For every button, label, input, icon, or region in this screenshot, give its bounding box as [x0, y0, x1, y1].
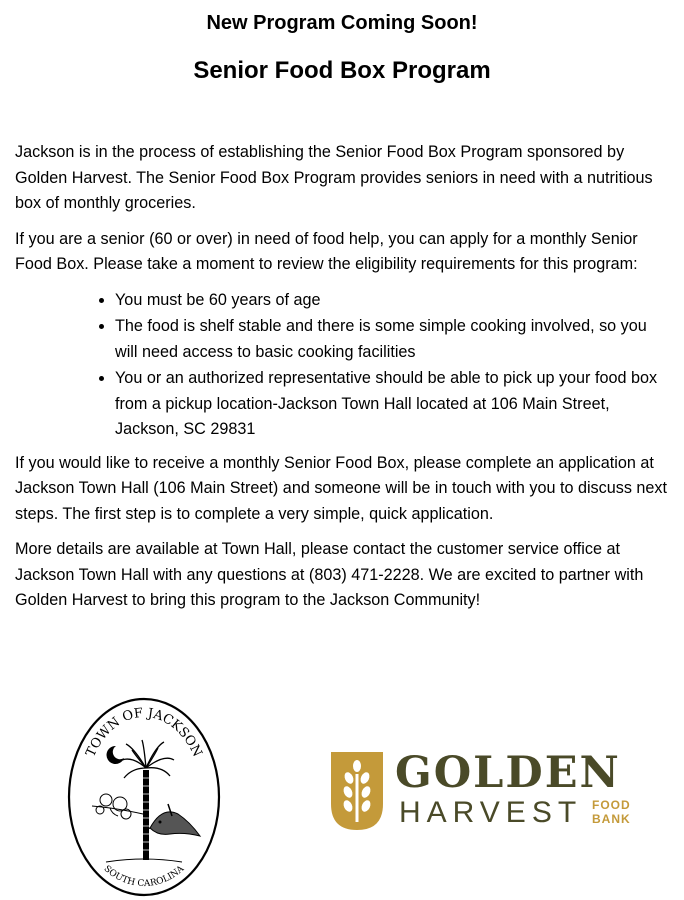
- requirements-list: [15, 288, 669, 443]
- intro-paragraph: Jackson is in the process of establishing the Senior Food Box Program sponsored by Golden Harvest. The Senior Food Box Program provides seniors in need with a nutritious box of monthly groceries.: [15, 143, 653, 212]
- application-paragraph: If you would like to receive a monthly Senior Food Box, please complete an application at Jackson Town Hall (106 Main Street) and someone will be in touch with you to discuss next steps. The first step is to complete a very simple, quick application.: [15, 453, 668, 523]
- wheat-icon: [331, 752, 383, 830]
- seal-bottom-text: SOUTH CAROLINA: [101, 864, 187, 890]
- eligibility-intro-paragraph: If you are a senior (60 or over) in need of food help, you can apply for a monthly Senior Food Box. Please take a moment to review the eligibility requirements for this program:: [15, 229, 638, 273]
- logos-area: [0, 690, 684, 900]
- town-of-jackson-seal-logo: [66, 696, 222, 898]
- golden-harvest-wordmark-harvest: HARVEST: [399, 796, 583, 829]
- list-item: • The food is shelf stable and there is some simple cooking involved, so you will need access to basic cooking facilities: [115, 314, 669, 365]
- announcement-heading: New Program Coming Soon!: [206, 12, 478, 34]
- contact-paragraph: More details are available at Town Hall, please contact the customer service office at Jackson Town Hall with any questions at (803) 471-2228. We are excited to partner with Golden Harvest to bring this program to the Jackson Community!: [15, 540, 644, 609]
- list-item: • You must be 60 years of age: [115, 288, 669, 314]
- flyer-body: [15, 140, 669, 624]
- list-item: • You or an authorized representative should be able to pick up your food box from a pickup location-Jackson Town Hall located at 106 Main Street, Jackson, SC 29831: [115, 366, 669, 443]
- golden-harvest-wordmark-food: FOOD: [592, 798, 631, 812]
- seal-top-text: TOWN OF JACKSON: [83, 705, 205, 760]
- page-title: Senior Food Box Program: [193, 57, 491, 84]
- golden-harvest-wordmark-bank: BANK: [592, 812, 631, 826]
- golden-harvest-wordmark-golden: GOLDEN: [395, 748, 621, 798]
